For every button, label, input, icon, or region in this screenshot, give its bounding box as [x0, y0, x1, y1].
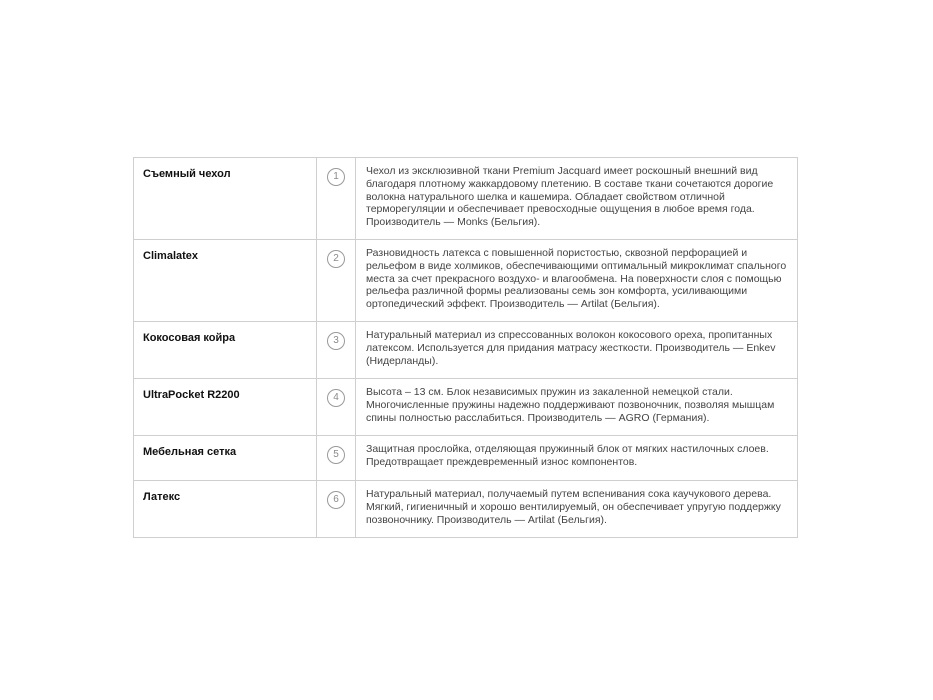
layer-name: Мебельная сетка: [134, 436, 317, 481]
layer-number-badge: 3: [327, 332, 345, 350]
layer-name: Съемный чехол: [134, 158, 317, 240]
layer-name: Кокосовая койра: [134, 322, 317, 379]
mattress-layers-table: [133, 157, 798, 538]
layer-description: Защитная прослойка, отделяющая пружинный блок от мягких настилочных слоев. Предотвращает преждевременный износ компонентов.: [356, 436, 798, 481]
layer-description: Натуральный материал из спрессованных волокон кокосового ореха, пропитанных латексом. Используется для придания матрасу жесткости. Производитель — Enkev (Нидерланды).: [356, 322, 798, 379]
layer-description: Натуральный материал, получаемый путем вспенивания сока каучукового дерева. Мягкий, гигиеничный и хорошо вентилируемый, он обеспечивает упругую поддержку позвоночнику. Производитель — Artilat (Бельгия).: [356, 481, 798, 538]
layer-name: UltraPocket R2200: [134, 379, 317, 436]
layer-name: Латекс: [134, 481, 317, 538]
layer-number-badge: 1: [327, 168, 345, 186]
table-row: [134, 436, 798, 481]
layer-number-cell: [317, 481, 356, 538]
layer-description: Разновидность латекса с повышенной пористостью, сквозной перфорацией и рельефом в виде холмиков, обеспечивающими оптимальный микроклимат спального места за счет прекрасного воздухо- и влагообмена. На поверхности слоя с помощью рельефа различной формы реализованы семь зон комфорта, усиливающими ортопедический эффект. Производитель — Artilat (Бельгия).: [356, 240, 798, 322]
layer-number-cell: [317, 379, 356, 436]
layer-number-badge: 2: [327, 250, 345, 268]
table-row: [134, 481, 798, 538]
layer-number-badge: 6: [327, 491, 345, 509]
layer-name: Climalatex: [134, 240, 317, 322]
layer-number-cell: [317, 322, 356, 379]
layer-number-badge: 4: [327, 389, 345, 407]
table-row: [134, 379, 798, 436]
layer-description: Высота – 13 см. Блок независимых пружин из закаленной немецкой стали. Многочисленные пружины надежно поддерживают позвоночник, позволяя мышцам спины полностью расслабиться. Производитель — AGRO (Германия).: [356, 379, 798, 436]
layer-number-cell: [317, 158, 356, 240]
table-row: [134, 322, 798, 379]
table-row: [134, 240, 798, 322]
layer-number-badge: 5: [327, 446, 345, 464]
layer-description: Чехол из эксклюзивной ткани Premium Jacquard имеет роскошный внешний вид благодаря плотному жаккардовому плетению. В составе ткани сочетаются дорогие волокна натурального шелка и кашемира. Обладает свойством отличной терморегуляции и обеспечивает превосходные ощущения в любое время года. Производитель — Monks (Бельгия).: [356, 158, 798, 240]
layer-number-cell: [317, 436, 356, 481]
layer-number-cell: [317, 240, 356, 322]
table-row: [134, 158, 798, 240]
